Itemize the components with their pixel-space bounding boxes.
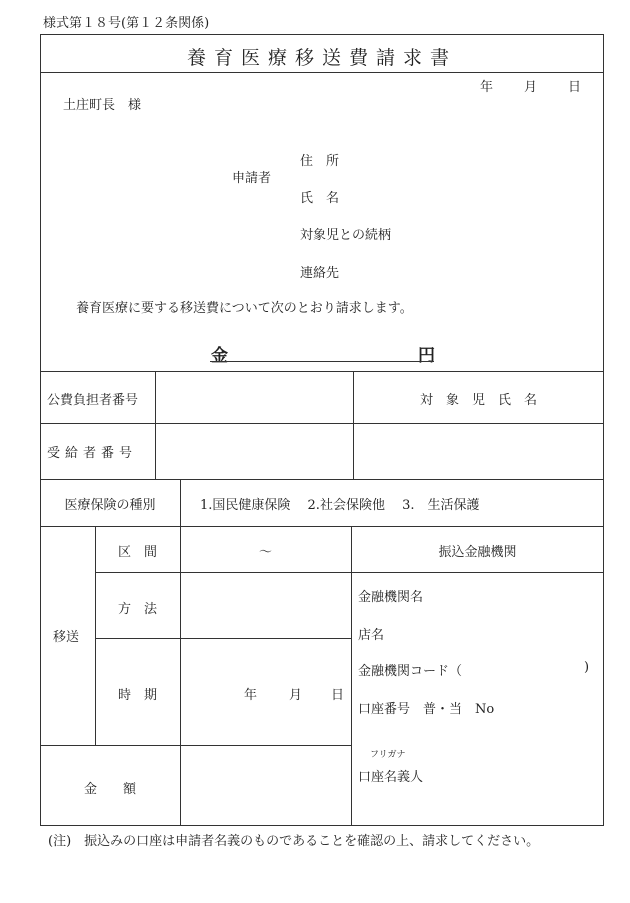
row-divider-1 [40, 423, 604, 424]
name-label: 氏 名 [300, 191, 340, 206]
transfer-label: 移送 [53, 630, 80, 645]
period-day-label: 日 [331, 688, 345, 703]
date-day-label: 日 [568, 80, 582, 95]
child-name-label: 対 象 児 氏 名 [419, 393, 537, 408]
bank-code-label: 金融機関コード（ [358, 664, 463, 679]
row-divider-3 [40, 526, 604, 527]
row-divider-2 [40, 479, 604, 480]
col-divider-a [155, 371, 156, 479]
request-statement: 養育医療に要する移送費について次のとおり請求します。 [76, 301, 413, 316]
bank-name-label: 金融機関名 [358, 590, 424, 605]
period-label: 時 期 [117, 688, 157, 703]
col-divider-f [351, 526, 352, 826]
amount-underline [210, 361, 434, 362]
insurance-type-label: 医療保険の種別 [64, 498, 156, 513]
bank-code-close: ) [584, 660, 590, 675]
table-top-rule [40, 371, 604, 372]
col-divider-b [353, 371, 354, 479]
form-title: 養育医療移送費請求書 [186, 47, 457, 69]
insurance-options: 1.国民健康保険 2.社会保険他 3. 生活保護 [200, 498, 480, 513]
branch-label: 店名 [358, 628, 385, 643]
payer-number-label: 公費負担者番号 [47, 393, 139, 408]
amount-row-label: 金 額 [83, 782, 136, 797]
bank-header: 振込金融機関 [438, 545, 517, 560]
method-label: 方 法 [117, 602, 157, 617]
period-month-label: 月 [289, 688, 303, 703]
period-year-label: 年 [244, 688, 258, 703]
amount-en: 円 [418, 346, 435, 366]
form-number: 様式第１８号(第１２条関係) [43, 16, 210, 31]
applicant-label: 申請者 [232, 171, 272, 186]
recipient-number-label: 受給者番号 [47, 446, 138, 461]
section-value: ～ [258, 545, 272, 560]
col-divider-c [180, 479, 181, 526]
date-year-label: 年 [480, 80, 494, 95]
row-divider-4 [95, 572, 604, 573]
section-label: 区 間 [117, 545, 157, 560]
addressee: 土庄町長 様 [63, 98, 142, 113]
furigana-label: フリガナ [370, 750, 406, 760]
account-holder-label: 口座名義人 [358, 770, 424, 785]
footnote: (注) 振込みの口座は申請者名義のものであることを確認の上、請求してください。 [48, 834, 540, 849]
row-divider-5 [95, 638, 351, 639]
col-divider-e [180, 526, 181, 826]
address-label: 住 所 [300, 154, 340, 169]
account-number-label: 口座番号 普・当 No [358, 702, 495, 717]
contact-label: 連絡先 [300, 266, 340, 281]
relation-label: 対象児との続柄 [300, 228, 392, 243]
title-divider [40, 72, 604, 73]
row-divider-6 [40, 745, 351, 746]
amount-kin: 金 [211, 346, 228, 366]
date-month-label: 月 [524, 80, 538, 95]
